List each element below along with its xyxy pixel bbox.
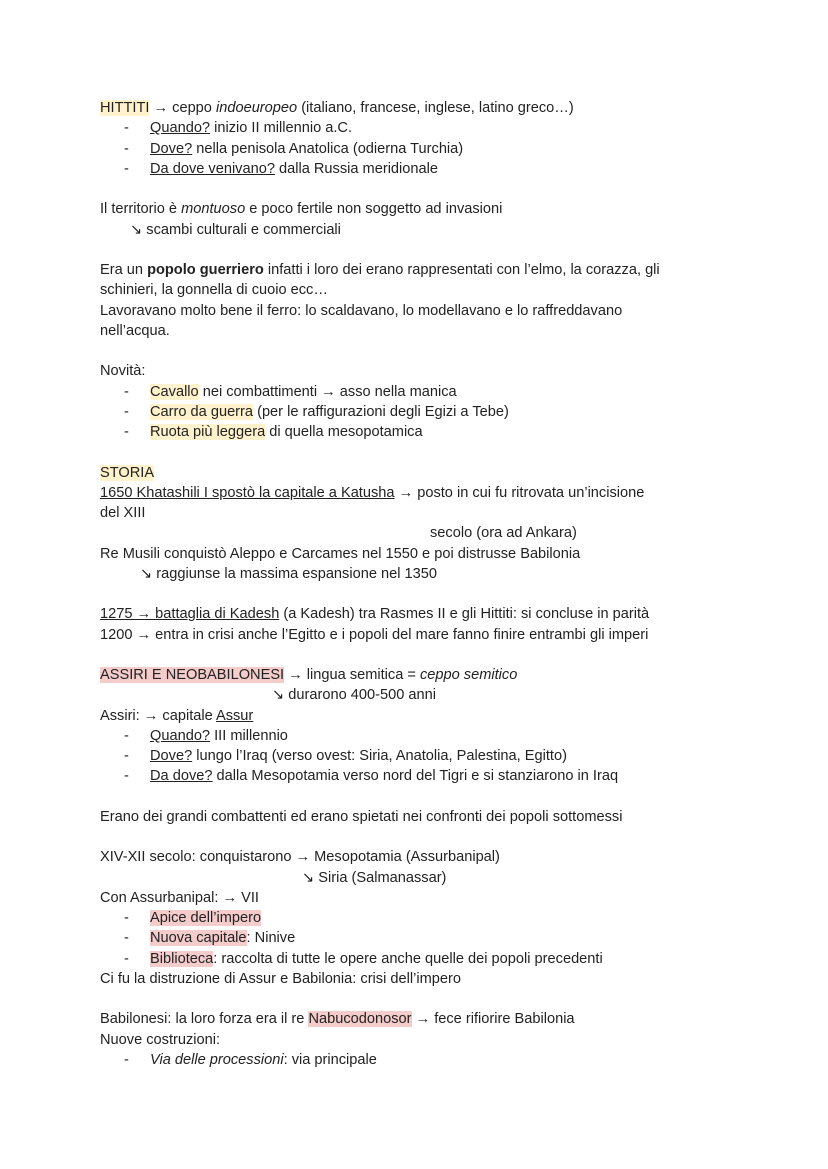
notes-page bbox=[100, 98, 740, 1070]
paragraph-line: Assiri: → capitale Assur bbox=[100, 707, 254, 724]
paragraph-line: 1200 → entra in crisi anche l’Egitto e i popoli del mare fanno finire entrambi gli imperi bbox=[100, 626, 649, 643]
storia-heading: STORIA bbox=[100, 464, 155, 481]
list-item: - Dove? nella penisola Anatolica (odierna Turchia) bbox=[100, 139, 740, 159]
paragraph-line: Il territorio è montuoso e poco fertile non soggetto ad invasioni bbox=[100, 201, 503, 218]
paragraph-line: Erano dei grandi combattenti ed erano spietati nei confronti dei popoli sottomessi bbox=[100, 808, 623, 825]
list-item: - Carro da guerra (per le raffigurazioni degli Egizi a Tebe) bbox=[100, 402, 740, 422]
list-item: - Cavallo nei combattimenti → asso nella manica bbox=[100, 382, 740, 402]
paragraph-line: XIV-XII secolo: conquistarono → Mesopotamia (Assurbanipal) bbox=[100, 849, 500, 866]
list-item: - Nuova capitale: Ninive bbox=[100, 928, 740, 948]
hittiti-heading-line: HITTITI → ceppo indoeuropeo (italiano, francese, inglese, latino greco…) bbox=[100, 100, 574, 116]
paragraph-line: del XIII bbox=[100, 505, 146, 521]
paragraph-line: ↘ raggiunse la massima espansione nel 1350 bbox=[140, 565, 437, 582]
paragraph-line: secolo (ora ad Ankara) bbox=[430, 525, 577, 542]
paragraph-line: Nuove costruzioni: bbox=[100, 1031, 221, 1048]
list-item: - Da dove? dalla Mesopotamia verso nord del Tigri e si stanziarono in Iraq bbox=[100, 766, 740, 786]
paragraph-line: nell’acqua. bbox=[100, 322, 170, 339]
novita-heading: Novità: bbox=[100, 363, 146, 380]
paragraph-line: Lavoravano molto bene il ferro: lo scaldavano, lo modellavano e lo raffreddavano bbox=[100, 302, 623, 319]
paragraph-line: ↘ scambi culturali e commerciali bbox=[130, 221, 341, 238]
paragraph-line: schinieri, la gonnella di cuoio ecc… bbox=[100, 282, 328, 299]
paragraph-line: Re Musili conquistò Aleppo e Carcames nel 1550 e poi distrusse Babilonia bbox=[100, 545, 581, 562]
list-item: - Da dove venivano? dalla Russia meridionale bbox=[100, 159, 740, 179]
list-item: - Biblioteca: raccolta di tutte le opere anche quelle dei popoli precedenti bbox=[100, 949, 740, 969]
paragraph-line: ↘ durarono 400-500 anni bbox=[272, 687, 436, 704]
paragraph-line: Era un popolo guerriero infatti i loro dei erano rappresentati con l’elmo, la corazza, gli bbox=[100, 262, 660, 278]
assiri-title: ASSIRI E NEOBABILONESI bbox=[100, 667, 285, 683]
list-item: - Apice dell’impero bbox=[100, 908, 740, 928]
list-item: - Via delle processioni: via principale bbox=[100, 1050, 740, 1070]
paragraph-line: 1650 Khatashili I spostò la capitale a Katusha → posto in cui fu ritrovata un’incisione bbox=[100, 484, 645, 501]
list-item: - Quando? inizio II millennio a.C. bbox=[100, 118, 740, 138]
paragraph-line: Ci fu la distruzione di Assur e Babilonia: crisi dell’impero bbox=[100, 970, 461, 987]
paragraph-line: 1275 → battaglia di Kadesh (a Kadesh) tra Rasmes II e gli Hittiti: si concluse in parità bbox=[100, 606, 650, 623]
paragraph-line: Babilonesi: la loro forza era il re Nabucodonosor → fece rifiorire Babilonia bbox=[100, 1011, 575, 1028]
list-item: - Quando? III millennio bbox=[100, 726, 740, 746]
paragraph-line: ↘ Siria (Salmanassar) bbox=[302, 869, 447, 886]
list-item: - Ruota più leggera di quella mesopotamica bbox=[100, 422, 740, 442]
assiri-heading-line: ASSIRI E NEOBABILONESI → lingua semitica = ceppo semitico bbox=[100, 667, 518, 683]
list-item: - Dove? lungo l’Iraq (verso ovest: Siria, Anatolia, Palestina, Egitto) bbox=[100, 746, 740, 766]
hittiti-title: HITTITI bbox=[100, 100, 150, 116]
paragraph-line: Con Assurbanipal: → VII bbox=[100, 889, 259, 906]
